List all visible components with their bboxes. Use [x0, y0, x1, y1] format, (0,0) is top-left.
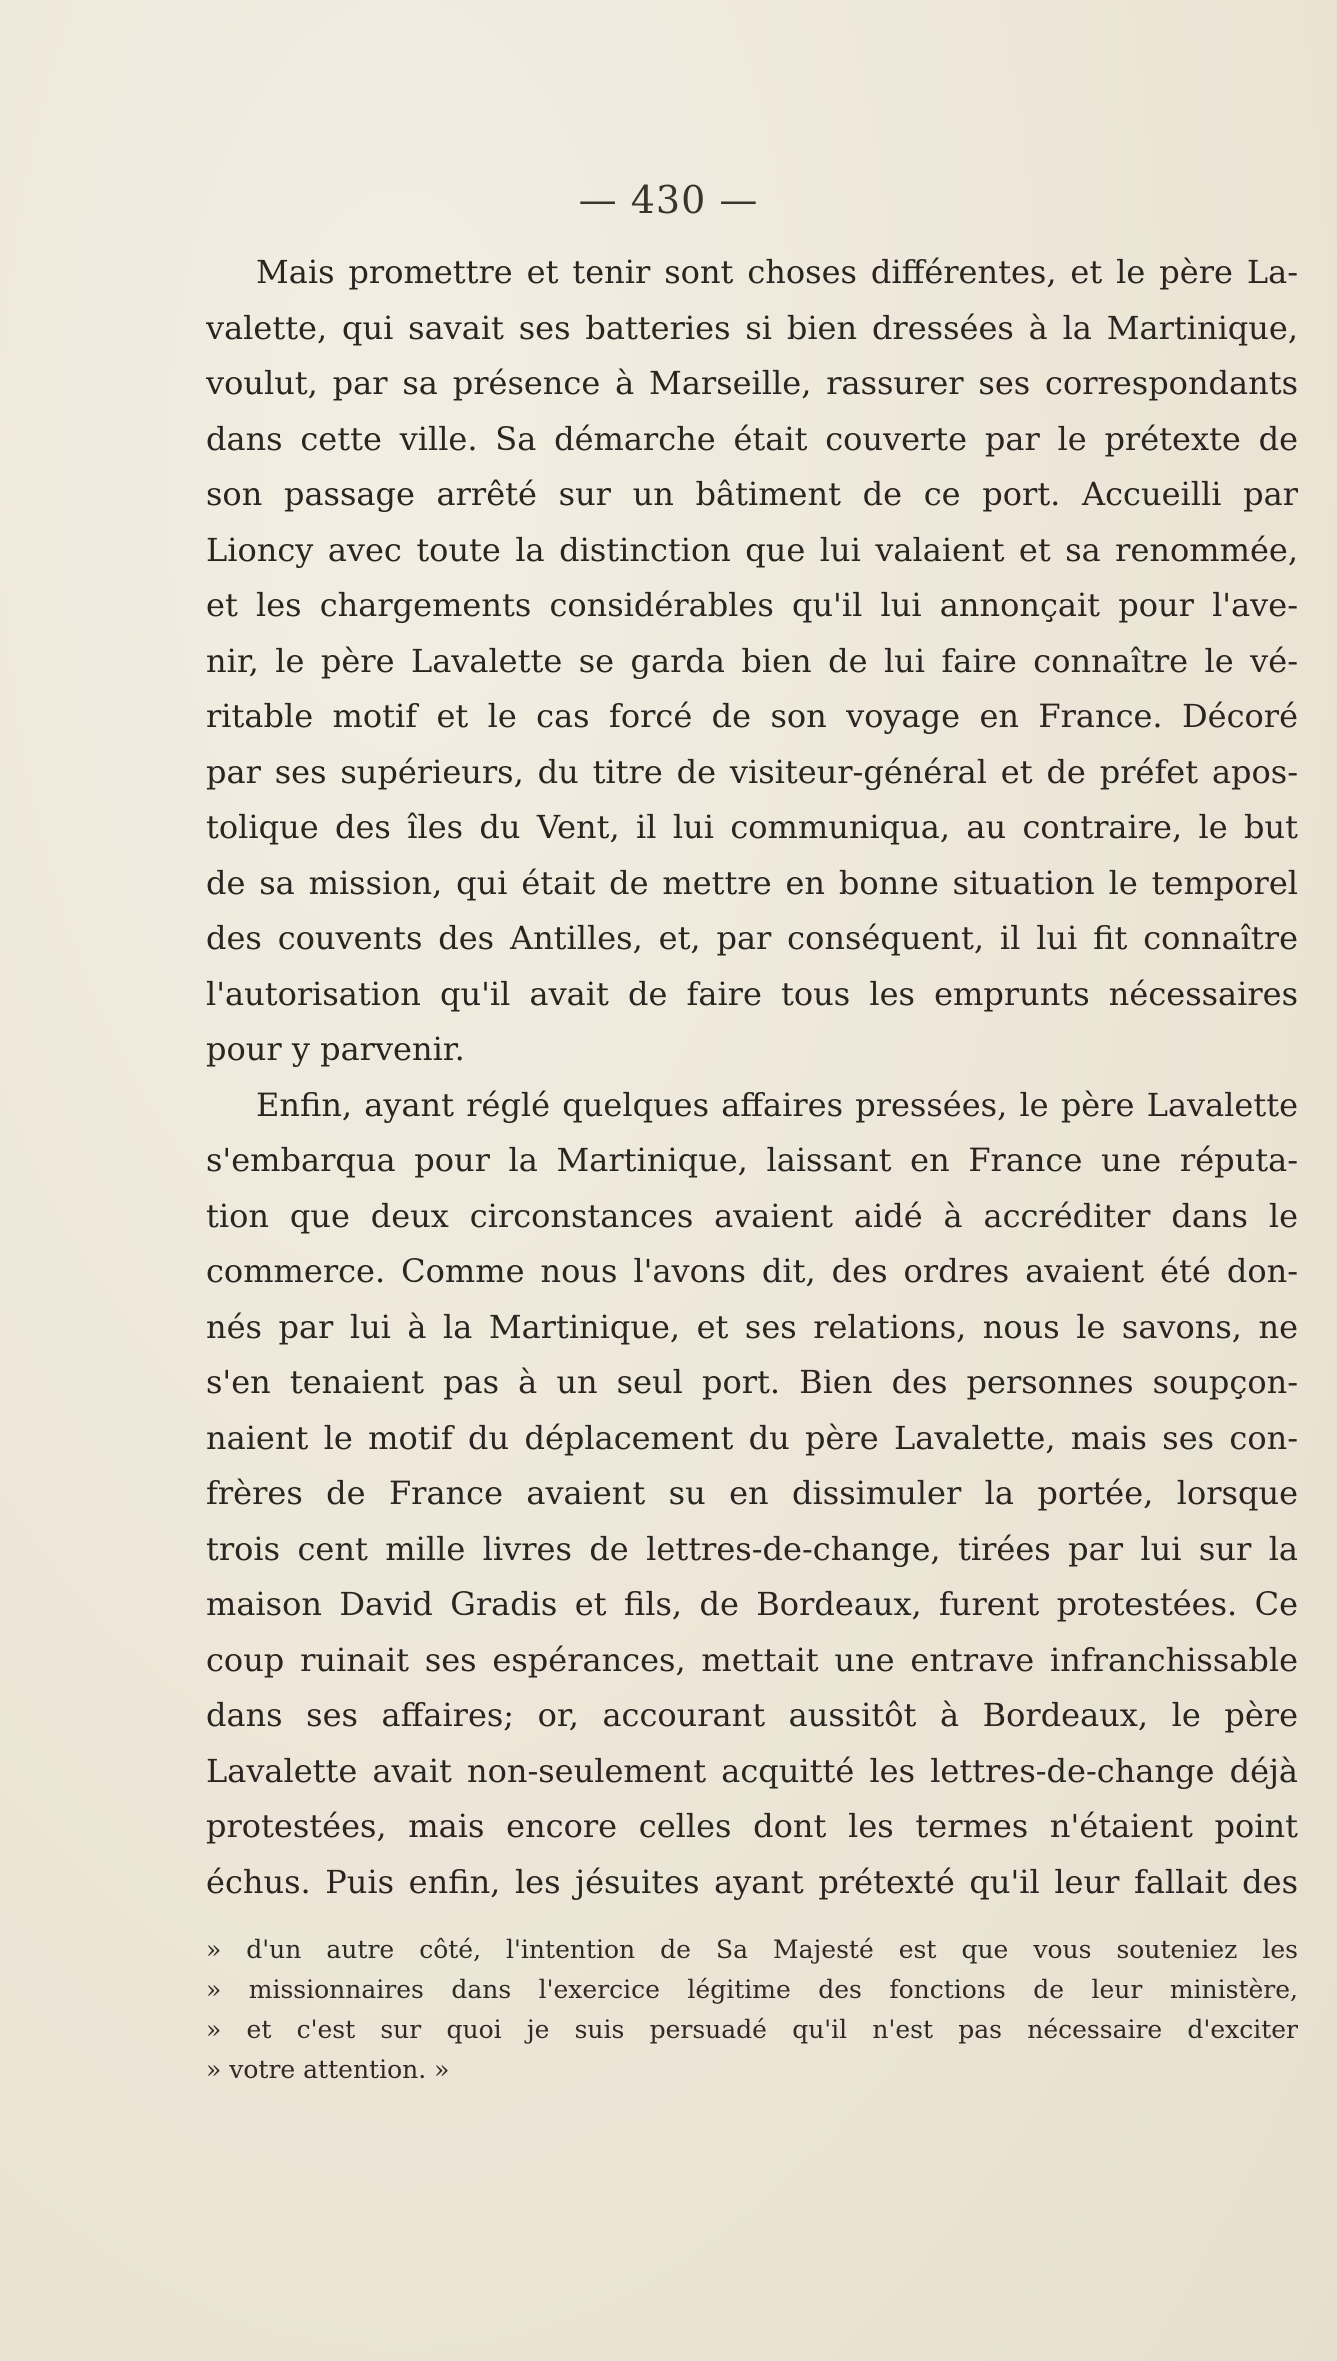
text-line: dans cette ville. Sa démarche était couverte par le prétexte de [206, 419, 1298, 458]
text-line: s'embarqua pour la Martinique, laissant en France une réputa- [206, 1141, 1298, 1179]
text-line: trois cent mille livres de lettres-de-change, tirées par lui sur la [206, 1529, 1298, 1568]
text-line: Mais promettre et tenir sont choses différentes, et le père La- [256, 253, 1298, 291]
text-line: l'autorisation qu'il avait de faire tous les emprunts nécessaires [206, 974, 1298, 1013]
text-line: ritable motif et le cas forcé de son voyage en France. Décoré [206, 697, 1298, 735]
text-line: échus. Puis enfin, les jésuites ayant prétexté qu'il leur fallait des [206, 1862, 1298, 1901]
footnote-line: » d'un autre côté, l'intention de Sa Majesté est que vous souteniez les [206, 1935, 1298, 1964]
text-line: commerce. Comme nous l'avons dit, des ordres avaient été don- [206, 1252, 1298, 1290]
text-line: Lavalette avait non-seulement acquitté les lettres-de-change déjà [206, 1751, 1298, 1790]
text-line: et les chargements considérables qu'il lui annonçait pour l'ave- [206, 586, 1298, 624]
footnote-line: » missionnaires dans l'exercice légitime des fonctions de leur ministère, [206, 1975, 1298, 2004]
text-line: nés par lui à la Martinique, et ses relations, nous le savons, ne [206, 1307, 1298, 1346]
text-line: coup ruinait ses espérances, mettait une entrave infranchissable [206, 1640, 1298, 1679]
text-line: frères de France avaient su en dissimuler la portée, lorsque [206, 1474, 1298, 1512]
text-line: de sa mission, qui était de mettre en bonne situation le temporel [206, 863, 1298, 902]
text-line: son passage arrêté sur un bâtiment de ce port. Accueilli par [206, 475, 1298, 513]
text-line: maison David Gradis et fils, de Bordeaux, furent protestées. Ce [206, 1585, 1298, 1623]
text-line: Lioncy avec toute la distinction que lui valaient et sa renommée, [206, 530, 1298, 569]
text-line: tion que deux circonstances avaient aidé à accréditer dans le [206, 1196, 1298, 1235]
page-number: — 430 — [578, 178, 759, 222]
text-line: nir, le père Lavalette se garda bien de lui faire connaître le vé- [206, 641, 1298, 680]
text-line: des couvents des Antilles, et, par conséquent, il lui fit connaître [206, 919, 1298, 957]
text-line: protestées, mais encore celles dont les termes n'étaient point [206, 1807, 1298, 1845]
footnote [206, 1930, 1298, 2090]
body-text [206, 245, 1298, 1910]
footnote-line: » et c'est sur quoi je suis persuadé qu'il n'est pas nécessaire d'exciter [206, 2015, 1298, 2044]
text-line: valette, qui savait ses batteries si bien dressées à la Martinique, [206, 308, 1298, 347]
text-line: Enfin, ayant réglé quelques affaires pressées, le père Lavalette [256, 1085, 1298, 1124]
text-line: voulut, par sa présence à Marseille, rassurer ses correspondants [206, 364, 1298, 402]
text-line: pour y parvenir. [206, 1030, 465, 1068]
text-line: dans ses affaires; or, accourant aussitôt à Bordeaux, le père [206, 1696, 1298, 1734]
text-line: tolique des îles du Vent, il lui communiqua, au contraire, le but [206, 808, 1298, 846]
text-line: par ses supérieurs, du titre de visiteur-général et de préfet apos- [206, 752, 1298, 791]
text-line: s'en tenaient pas à un seul port. Bien des personnes soupçon- [206, 1363, 1298, 1401]
text-line: naient le motif du déplacement du père Lavalette, mais ses con- [206, 1418, 1298, 1457]
footnote-line: » votre attention. » [206, 2055, 450, 2084]
